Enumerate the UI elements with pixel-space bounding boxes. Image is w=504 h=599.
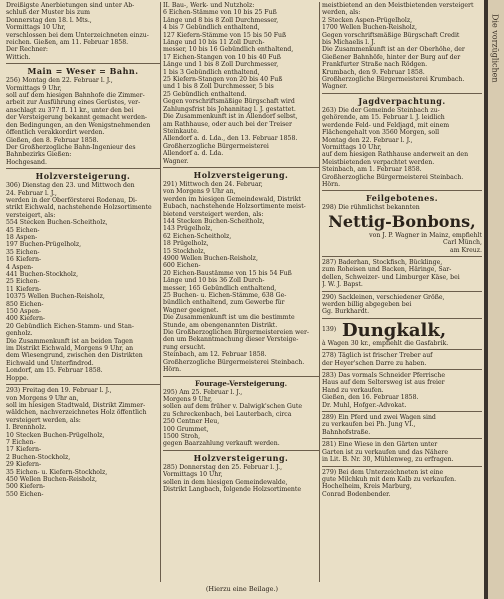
heading-wood-auction-1: Holzversteigerung. — [35, 171, 131, 182]
ad-sackcloth — [322, 294, 482, 316]
text-line: 7 Eichen- — [6, 438, 36, 446]
text-line: werden, als: — [322, 9, 361, 17]
text-line: Vormittags 10 Uhr, — [322, 143, 382, 151]
text-line: 400 Kiefern- — [6, 315, 46, 323]
text-line: 11 Kiefern- — [6, 285, 42, 293]
text-line: gute Milchkuh mit dem Kalb zu verkaufen. — [322, 475, 457, 483]
text-line: 285) Donnerstag den 25. Februar l. J., — [163, 463, 283, 471]
text-line: bietend versteigert werden, als: — [163, 210, 264, 218]
text-line: 15 Stockholz, — [163, 247, 206, 255]
text-line: Frankfurter Straße nach Rödgen. — [322, 61, 428, 69]
text-line: 256) Montag den 22. Februar l. J., — [6, 77, 113, 85]
text-line: sollen auf dem früher v. Dalwigk'schen Gute — [163, 403, 302, 411]
separator — [6, 384, 160, 385]
separator — [322, 369, 482, 370]
text-line: 29 Kiefern- — [6, 461, 42, 469]
text-line: der Versteigerung bekannt gemacht werden- — [6, 114, 148, 122]
text-line: 150 Aspen- — [6, 308, 42, 316]
text-line: Montag den 22. Februar l. J., — [322, 136, 413, 144]
text-line: soll auf dem hiesigen Bahnhofe die Zimmer- — [6, 92, 145, 100]
text-line: 298) Die rühmlichst bekannten — [322, 204, 420, 212]
text-line: Hoppe. — [6, 374, 29, 382]
text-line: 287) Baderhan, Stockfisch, Bücklinge, — [322, 258, 443, 266]
text-line: Der Rechner: — [6, 46, 49, 54]
separator — [322, 349, 482, 350]
text-line: Vormittags 10 Uhr, — [163, 471, 223, 479]
text-line: 2 Buchen-Stockholz, — [6, 453, 71, 461]
text-line: Flächengehalt von 3560 Morgen, soll — [322, 129, 440, 137]
text-line: 291) Mittwoch den 24. Februar, — [163, 180, 263, 188]
text-line: meistbietend an den Meistbietenden versteigert — [322, 2, 474, 9]
text-line: von J. P. Wagner in Mainz, empfiehlt — [369, 231, 482, 239]
text-line: 278) Täglich ist frischer Treber auf — [322, 352, 433, 360]
text-line: werden billig abgegeben bei — [322, 301, 412, 308]
text-line: Wittich. — [6, 53, 31, 61]
ad-fertilizer-text — [322, 340, 482, 347]
text-line: messer, 10 bis 16 Gebündlich enthaltend, — [163, 46, 294, 54]
heading-hunting-lease: Jagdverpachtung. — [358, 95, 446, 106]
text-line: Allendorf a. d. Lda., den 13. Februar 1858. — [163, 135, 298, 143]
text-line: Länge und 10 bis 36 Zoll Durch- — [163, 277, 265, 285]
text-line: Hörn. — [163, 366, 182, 374]
block-wood-auction-rodenau — [6, 182, 160, 382]
text-line: werden in der Oberförsterei Rodenau, Di- — [6, 196, 138, 204]
text-line: Conrad Bodenbender. — [322, 490, 391, 498]
separator — [163, 167, 319, 168]
separator — [6, 63, 160, 64]
ad-bonbons-title: Nettig-Bonbons, — [328, 211, 476, 231]
text-line: 1700 Wellen Buchen-Reisholz, — [322, 24, 417, 32]
ad-fertilizer-number: 139) — [322, 325, 337, 333]
separator — [322, 411, 482, 412]
text-line: 10375 Wellen Buchen-Reisholz, — [6, 293, 105, 301]
text-line: 25 Kiefern-Stangen von 20 bis 40 Fuß — [163, 76, 283, 84]
text-line: Wagner. — [163, 157, 189, 165]
text-line: 20 Eichen-Baustämme von 15 bis 54 Fuß — [163, 269, 292, 277]
text-line: gegen Baarzahlung verkauft werden. — [163, 440, 280, 448]
ad-bonbons-intro — [322, 204, 482, 211]
text-line: Gießener Bahnhöfe, hinter der Burg auf der — [322, 53, 461, 61]
heading-fourage-auction: Fourage-Versteigerung. — [194, 378, 288, 388]
text-line: II. Bau-, Werk- und Nutzholz: — [163, 2, 255, 9]
text-line: versteigert werden, als: — [6, 416, 81, 424]
ad-horse-wagons — [322, 414, 482, 436]
text-line: Vormittags 9 Uhr, — [6, 84, 62, 92]
text-line: Garten ist zu verkaufen und das Nähere — [322, 448, 449, 456]
text-line: werdende Feld- und Feldjagd, mit einem — [322, 121, 450, 129]
text-line: Wagner geeignet. — [163, 306, 219, 314]
separator — [322, 256, 482, 257]
separator — [163, 450, 319, 451]
separator — [322, 466, 482, 467]
text-line: Steinbach, am 1. Februar 1858. — [322, 166, 422, 174]
text-line: werden im hiesigen Gemeindewald, Distrikt — [163, 195, 302, 203]
text-line: 263) Die der Gemeinde Steinbach zu- — [322, 106, 440, 114]
text-line: anschlagt zu 377 fl. 11 kr., unter den bei — [6, 106, 134, 114]
text-line: bündlich enthaltend, zum Gewerbe für — [163, 299, 285, 307]
text-line: 450 Wellen Buchen-Reisholz, — [6, 475, 97, 483]
text-line: bis Michaelis l. J. — [322, 39, 376, 47]
text-line: 20 Gebündlich Eichen-Stamm- und Stan- — [6, 322, 134, 330]
text-line: 283) Das vormals Schneider Pferrische — [322, 372, 445, 380]
heading-main-weser-bahn: Main = Weser = Bahn. — [27, 66, 139, 77]
text-line: Bahnbezirks Gießen: — [6, 151, 72, 159]
text-line: Londorf, am 15. Februar 1858. — [6, 367, 103, 375]
text-line: 24. Februar l. J., — [6, 189, 57, 197]
text-line: reichen. Gießen, am 11. Februar 1858. — [6, 39, 129, 47]
text-line: in Lit. B. Nr. 30, Mühlenweg, zu erfragen. — [322, 456, 454, 464]
text-line: den Bedingungen, an den Wenigstnehmenden — [6, 121, 151, 129]
text-line: dellen, Schweizer- und Limburger Käse, bei — [322, 273, 460, 281]
text-line: 45 Eichen- — [6, 226, 40, 234]
text-line: Donnerstag den 18. l. Mts., — [6, 16, 92, 24]
text-line: Gg. Burkhardt. — [322, 308, 370, 316]
text-line: Steinkaute. — [163, 127, 199, 135]
heading-wood-auction-3: Holzversteigerung. — [193, 452, 289, 463]
text-line: Dreißigste Anerbietungen sind unter Ab- — [6, 2, 135, 9]
text-line: 554 Stecken Buchen-Scheitholz, — [6, 219, 108, 227]
text-line: Gießen, den 8. Februar 1858. — [6, 136, 99, 144]
text-line: 500 Kiefern- — [6, 483, 46, 491]
text-line: Großherzogliche Bürgermeisterei — [163, 142, 269, 150]
text-line: 35 Eichen- — [6, 248, 40, 256]
text-line: gehörende, am 15. Februar l. J. leidlich — [322, 114, 445, 122]
separator — [322, 438, 482, 439]
text-line: Stunde, am obengenannten Distrikt. — [163, 321, 278, 329]
ad-fertilizer — [322, 321, 482, 340]
text-line: 25 Eichen- — [6, 278, 40, 286]
text-line: Meistbietenden verpachtet werden. — [322, 158, 435, 166]
text-line: messer, 165 Gebündlich enthaltend, — [163, 284, 277, 292]
text-line: zu verkaufen bei Ph. Jung VI., — [322, 421, 416, 429]
text-line: Großherzogliche Bürgermeisterei Steinbach. — [322, 173, 464, 181]
text-line: der Heyer'schen Darre zu haben. — [322, 359, 427, 367]
text-line: Steinbach, am 12. Februar 1858. — [163, 351, 267, 359]
text-line: Großherzogliche Bürgermeisterei Steinbach. — [163, 358, 305, 366]
text-line: Der Großherzogliche Bahn-Ingenieur des — [6, 143, 136, 151]
text-line: schluß der Muster bis zum — [6, 9, 90, 17]
text-line: 1 bis 3 Gebündlich enthaltend, — [163, 68, 260, 76]
text-line: Hochgesand. — [6, 158, 47, 166]
text-line: 100 Grummet, — [163, 425, 209, 433]
text-line: Carl Münch, — [442, 239, 482, 247]
block-wood-auction-stadtwald — [6, 387, 160, 498]
text-line: 250 Centner Heu, — [163, 418, 220, 426]
text-line: Morgens 9 Uhr, — [163, 395, 213, 403]
ad-treber — [322, 352, 482, 367]
block-bahn-notice — [6, 77, 160, 166]
text-line: 293) Freitag den 19. Februar l. J., — [6, 387, 112, 395]
text-line: im Distrikt Eichwald, Morgens 9 Uhr, an — [6, 345, 134, 353]
text-line: 127 Kiefern-Stämme von 15 bis 50 Fuß — [163, 31, 287, 39]
separator — [322, 93, 482, 94]
text-line: Länge und 10 bis 11 Zoll Durch- — [163, 39, 265, 47]
text-line: Länge und 1 bis 8 Zoll Durchmesser, — [163, 61, 279, 69]
text-line: 550 Eichen- — [6, 490, 44, 498]
ad-meadow-sale — [322, 441, 482, 463]
text-line: Distrikt Langbach, folgende Holzsortimente — [163, 485, 302, 493]
column-left — [6, 2, 160, 498]
block-fourage-auction — [163, 389, 319, 448]
text-line: von Morgens 9 Uhr an, — [6, 394, 79, 402]
text-line: Hörn. — [322, 180, 341, 188]
text-line: 279) Bei dem Unterzeichneten ist eine — [322, 468, 444, 476]
text-line: Dr. Muhl, Hofger.-Advokat. — [322, 401, 407, 409]
text-line: Gießen, den 16. Februar 1858. — [322, 394, 419, 402]
text-line: und 1 bis 8 Zoll Durchmesser, 5 bis — [163, 83, 274, 91]
text-line: 17 Kiefern- — [6, 446, 42, 454]
text-line: sollen in dem hiesigen Gemeindewalde, — [163, 478, 288, 486]
text-line: Hand zu verkaufen. — [322, 386, 384, 394]
text-line: zu Schreckenbach, bei Lauterbach, circa — [163, 410, 292, 418]
text-line: auf dem hiesigen Rathhause anderweit an den — [322, 151, 469, 159]
text-line: 306) Dienstag den 23. und Mittwoch den — [6, 182, 135, 190]
separator — [322, 318, 482, 319]
text-line: Wagner. — [322, 83, 348, 91]
text-line: Hochelheim, Kreis Marburg, — [322, 483, 412, 491]
heading-wood-auction-2: Holzversteigerung. — [193, 169, 289, 180]
text-line: strikt Eichwald, nachstehende Holzsortimente — [6, 204, 152, 212]
text-line: 4 Aspen- — [6, 263, 34, 271]
text-line: Länge und 8 bis 8 Zoll Durchmesser, — [163, 16, 279, 24]
text-line: 295) Am 25. Februar l. J., — [163, 388, 243, 396]
text-line: 35 Eichen- u. Kiefern-Stockholz, — [6, 468, 108, 476]
separator — [322, 190, 482, 191]
text-line: 25 Buchen- u. Eichen-Stämme, 638 Ge- — [163, 292, 287, 300]
text-line: 6 Eichen-Stämme von 10 bis 25 Fuß — [163, 9, 277, 17]
text-line: den um Bekanntmachung dieser Versteige- — [163, 336, 299, 344]
heading-offered-goods: Feilgebotenes. — [365, 193, 438, 204]
block-tender-notice — [6, 2, 160, 61]
ad-bonbons-seller — [322, 232, 482, 254]
text-line: 290) Sackleinen, verschiedener Größe, — [322, 293, 445, 301]
adjacent-page-text: Die vorzüglichen — [490, 14, 500, 83]
text-line: Gegen vorschriftsmäßige Bürgschaft Credit — [322, 31, 460, 39]
text-line: 600 Eichen- — [163, 262, 201, 270]
separator — [6, 168, 160, 169]
text-line: arbeit zur Ausführung eines Gerüstes, ver- — [6, 99, 141, 107]
text-line: I. Brennholz. — [6, 424, 47, 432]
text-line: Die Großherzoglichen Bürgermeistereien wer- — [163, 329, 310, 337]
block-hunting-lease — [322, 107, 482, 188]
text-line: am Kreuz. — [450, 246, 482, 254]
ad-fish-cheese — [322, 259, 482, 289]
separator — [322, 291, 482, 292]
adjacent-page-edge — [484, 0, 504, 599]
text-line: 1500 Stroh, — [163, 432, 201, 440]
block-timber-list — [163, 2, 319, 165]
text-line: 281) Eine Wiese in den Gärten unter — [322, 441, 438, 449]
text-line: 25 Gebündlich enthaltend. — [163, 90, 247, 98]
text-line: 144 Stecken Buchen-Scheitholz, — [163, 217, 265, 225]
text-line: Großherzogliche Bürgermeisterei Krumbach. — [322, 76, 465, 84]
text-line: 16 Kiefern- — [6, 256, 42, 264]
text-line: à Wagen 30 kr., empfiehlt die Gasfabrik. — [322, 339, 449, 347]
text-line: von Morgens 9 Uhr an, — [163, 188, 236, 196]
text-line: am Rathhause, oder auch bei der Treiser — [163, 120, 292, 128]
text-line: 441 Buchen-Stockholz, — [6, 271, 79, 278]
text-line: rung ersucht. — [163, 343, 206, 351]
text-line: 2 Stecken Aspen-Prügelholz, — [322, 16, 413, 24]
column-middle — [163, 2, 319, 493]
text-line: 4 bis 7 Gebündlich enthaltend, — [163, 24, 260, 32]
text-line: Vormittags 10 Uhr, — [6, 24, 66, 32]
text-line: 143 Prügelholz, — [163, 225, 213, 233]
column-right — [322, 2, 482, 498]
text-line: wäldchen, nachverzeichnetes Holz öffentlich — [6, 409, 147, 417]
text-line: J. W. J. Bapst. — [322, 281, 363, 289]
ad-house-sale — [322, 372, 482, 409]
supplement-note: (Hierzu eine Beilage.) — [205, 585, 279, 593]
block-wood-auction-steinbach — [163, 181, 319, 374]
text-line: 10 Stecken Buchen-Prügelholz, — [6, 431, 105, 439]
text-line: 289) Ein Pferd und zwei Wagen sind — [322, 414, 436, 422]
text-line: verschlossen bei dem Unterzeichneten einzu- — [6, 31, 149, 39]
text-line: Haus auf dem Seltersweg ist aus freier — [322, 379, 445, 387]
text-line: soll im hiesigen Stadtwald, Distrikt Zimmer- — [6, 401, 146, 409]
text-line: versteigert, als: — [6, 211, 56, 219]
text-line: genholz. — [6, 330, 33, 338]
block-krumbach-notice — [322, 2, 482, 91]
text-line: 18 Prügelholz, — [163, 240, 209, 248]
separator — [163, 376, 319, 377]
text-line: 17 Eichen-Stangen von 10 bis 40 Fuß — [163, 53, 281, 61]
text-line: 197 Buchen-Prügelholz, — [6, 241, 82, 249]
text-line: 62 Eichen-Scheitholz, — [163, 232, 232, 240]
text-line: Die Zusammenkunft ist in Allendorf selbst, — [163, 113, 298, 121]
text-line: Die Zusammenkunft ist um die bestimmte — [163, 314, 295, 322]
block-wood-auction-langbach — [163, 464, 319, 494]
text-line: Zahlungsfrist bis Johannitag l. J. gestattet. — [163, 105, 296, 113]
text-line: dem Wiesengrund, zwischen den Distrikten — [6, 352, 143, 360]
ad-fertilizer-title: Dungkalk, — [342, 319, 447, 341]
text-line: 18 Aspen- — [6, 233, 38, 241]
text-line: Krumbach, den 9. Februar 1858. — [322, 68, 425, 76]
text-line: Eubach, nachstehende Holzsortimente meist- — [163, 203, 306, 211]
ad-milk-cow — [322, 469, 482, 499]
text-line: Die Zusammenkunft ist an beiden Tagen — [6, 337, 133, 345]
text-line: 850 Eichen- — [6, 300, 44, 308]
text-line: Gegen vorschriftsmäßige Bürgschaft wird — [163, 98, 295, 106]
text-line: Eichwald und Unterfindrod. — [6, 359, 94, 367]
text-line: zum Roheisen und Backen, Häringe, Sar- — [322, 266, 452, 274]
page-gutter — [484, 0, 488, 599]
text-line: öffentlich verakkordirt werden. — [6, 129, 105, 137]
text-line: Allendorf a. d. Lda. — [163, 150, 224, 158]
text-line: 4900 Wellen Buchen-Reisholz, — [163, 255, 258, 262]
text-line: Bahnhofstraße. — [322, 428, 371, 436]
column-rule — [160, 2, 161, 582]
text-line: Die Zusammenkunft ist an der Oberhöhe, der — [322, 46, 465, 54]
column-rule — [319, 2, 320, 582]
